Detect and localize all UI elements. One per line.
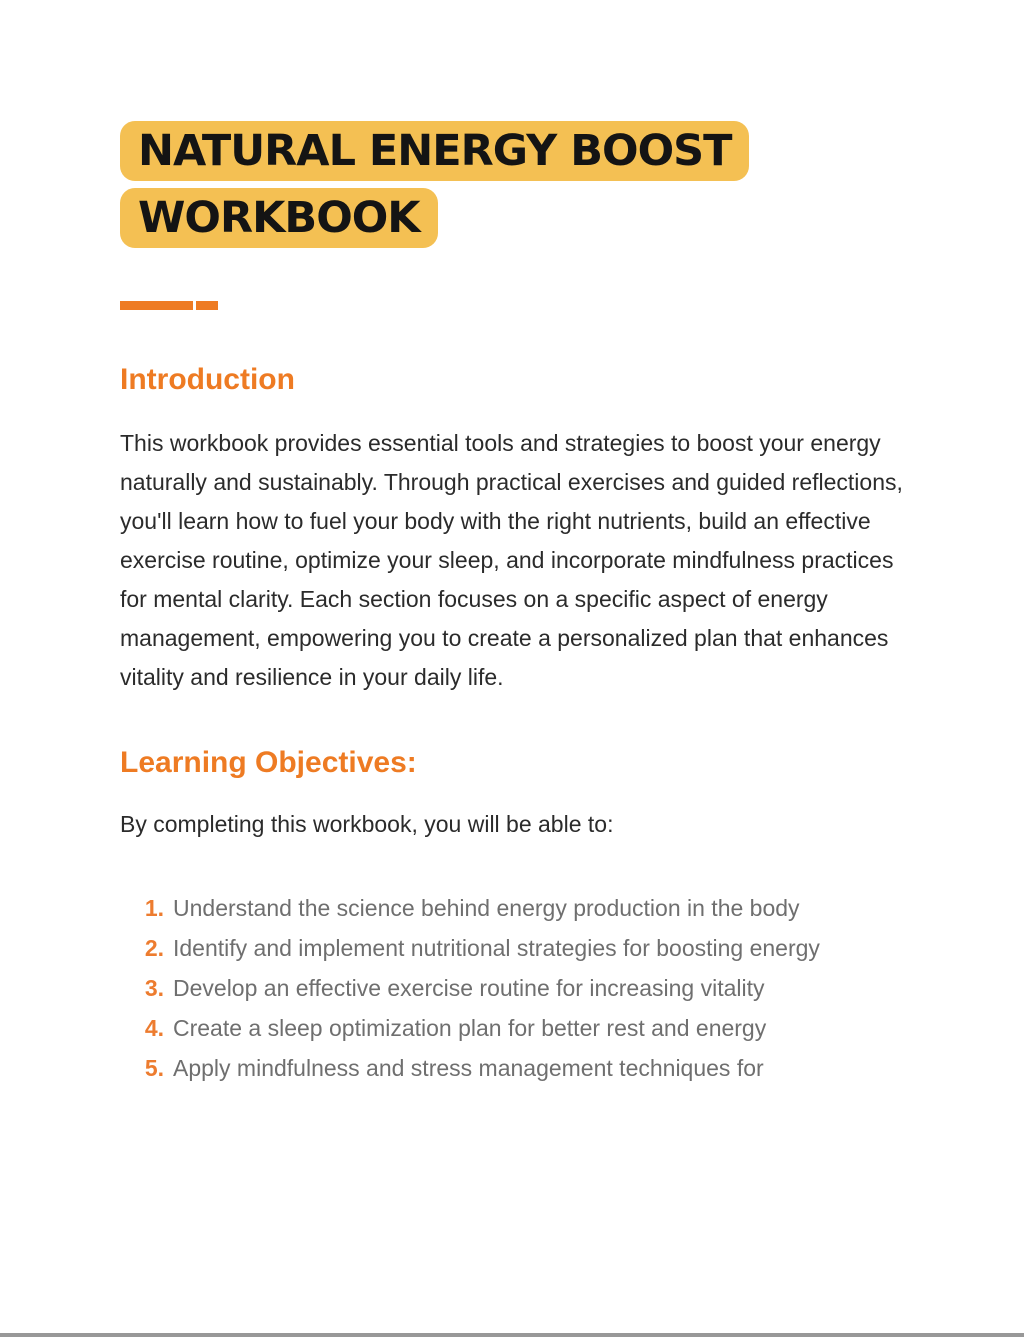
list-item [140,968,880,1008]
learning-objectives-heading: Learning Objectives: [120,746,417,779]
item-text: Apply mindfulness and stress management techniques for [173,1055,764,1081]
section-divider [120,301,910,310]
introduction-heading: Introduction [120,363,295,396]
item-number: 5. [144,1055,164,1081]
divider-dash-short [196,301,218,310]
divider-dash-long [120,301,193,310]
title-highlight-line-2: WORKBOOK [120,188,438,248]
page-bottom-rule [0,1333,1024,1337]
item-text: Create a sleep optimization plan for better rest and energy [173,1015,767,1041]
list-item [140,928,880,968]
objectives-lead-text: By completing this workbook, you will be able to: [120,811,614,837]
introduction-paragraph: This workbook provides essential tools and strategies to boost your energy naturally and sustainably. Through practical exercises and guided reflections, you'll learn how to fuel your body with the right nutrients, build an effective exercise routine, optimize your sleep, and incorporate mindfulness practices for mental clarity. Each section focuses on a specific aspect of energy management, empowering you to create a personalized plan that enhances vitality and resilience in your daily life. [120,430,903,690]
title-highlight-line-1: NATURAL ENERGY BOOST [120,121,749,181]
item-text: Develop an effective exercise routine for increasing vitality [173,975,765,1001]
item-number: 2. [144,935,164,961]
list-item [140,1048,880,1088]
item-number: 1. [144,895,164,921]
page-title [120,121,910,255]
objectives-list [120,888,880,1088]
item-text: Identify and implement nutritional strategies for boosting energy [173,935,820,961]
list-item [140,888,880,928]
item-number: 3. [144,975,164,1001]
item-number: 4. [144,1015,164,1041]
list-item [140,1008,880,1048]
item-text: Understand the science behind energy production in the body [173,895,800,921]
